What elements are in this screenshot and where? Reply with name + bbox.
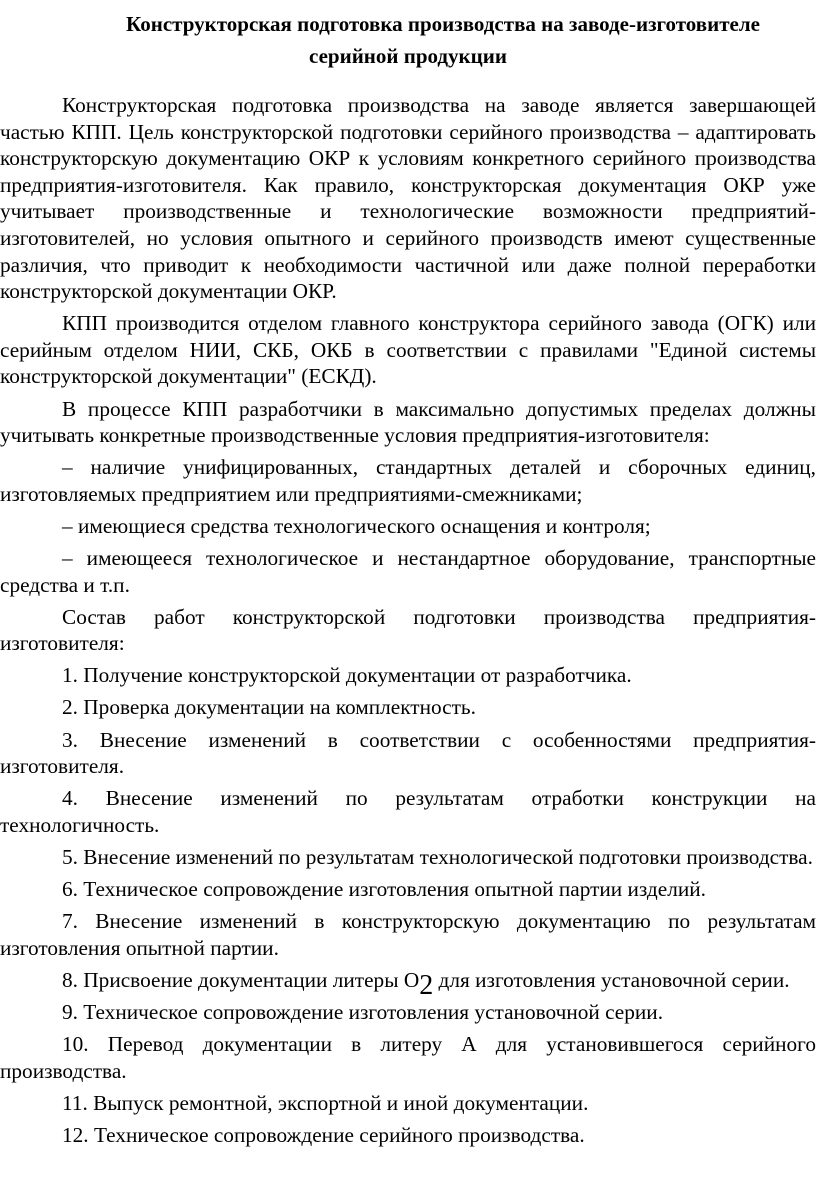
list-item-step-3: 3. Внесение изменений в соответствии с особенностями предприятия-изготовителя.: [0, 727, 816, 779]
list-item-step-7: 7. Внесение изменений в конструкторскую документацию по результатам изготовления опытной партии.: [0, 909, 816, 960]
list-item-step-5: 5. Внесение изменений по результатам технологической подготовки производства.: [62, 844, 813, 869]
paragraph-performer: КПП производится отделом главного конструктора серийного завода (ОГК) или серийным отделом НИИ, СКБ, ОКБ в соответствии с правилами "Единой системы конструкторской документации" (ЕСКД).: [0, 311, 816, 389]
title-line-1: Конструкторская подготовка производства на заводе-изготовителе: [126, 12, 760, 36]
list-item-step-12: 12. Техническое сопровождение серийного производства.: [62, 1122, 585, 1147]
paragraph-works-intro: Состав работ конструкторской подготовки производства предприятия-изготовителя:: [0, 604, 816, 656]
step-8-text-after: для изготовления установочной серии.: [433, 967, 790, 992]
list-item-step-10: 10. Перевод документации в литеру А для установившегося серийного производства.: [0, 1032, 816, 1083]
paragraph-conditions-intro: В процессе КПП разработчики в максимально допустимых пределах должны учитывать конкретные производственные условия предприятия-изготовителя:: [0, 396, 816, 448]
paragraph-intro: Конструкторская подготовка производства на заводе является завершающей частью КПП. Цель конструкторской подготовки серийного производства – адаптировать конструкторскую документацию ОКР к условиям конкретного серийного производства предприятия-изготовителя. Как правило, конструкторская документация ОКР уже учитывает производственные и технологические возможности предприятий-изготовителей, но условия опытного и серийного производств имеют существенные различия, что приводит к необходимости частичной или даже полной переработки конструкторской документации ОКР.: [0, 93, 816, 304]
list-item-bullet-1: – наличие унифицированных, стандартных деталей и сборочных единиц, изготовляемых предприятием или предприятиями-смежниками;: [0, 455, 816, 506]
list-item-step-9: 9. Техническое сопровождение изготовления установочной серии.: [62, 999, 664, 1024]
step-8-text-before: 8. Присвоение документации литеры О: [62, 967, 420, 992]
list-item-step-1: 1. Получение конструкторской документации от разработчика.: [62, 663, 632, 688]
list-item-step-8: [0, 967, 816, 1001]
page-title: [0, 8, 816, 72]
list-item-step-2: 2. Проверка документации на комплектность.: [62, 695, 476, 720]
title-line-2: серийной продукции: [309, 44, 507, 68]
list-item-step-4: 4. Внесение изменений по результатам отработки конструкции на технологичность.: [0, 786, 816, 837]
list-item-step-11: 11. Выпуск ремонтной, экспортной и иной документации.: [62, 1090, 589, 1115]
step-8-subscript: 2: [419, 969, 434, 1001]
list-item-bullet-3: – имеющееся технологическое и нестандартное оборудование, транспортные средства и т.п.: [0, 546, 816, 597]
list-item-bullet-2: – имеющиеся средства технологического оснащения и контроля;: [62, 513, 651, 538]
list-item-step-6: 6. Техническое сопровождение изготовления опытной партии изделий.: [62, 877, 706, 902]
document-body: [0, 92, 816, 1148]
